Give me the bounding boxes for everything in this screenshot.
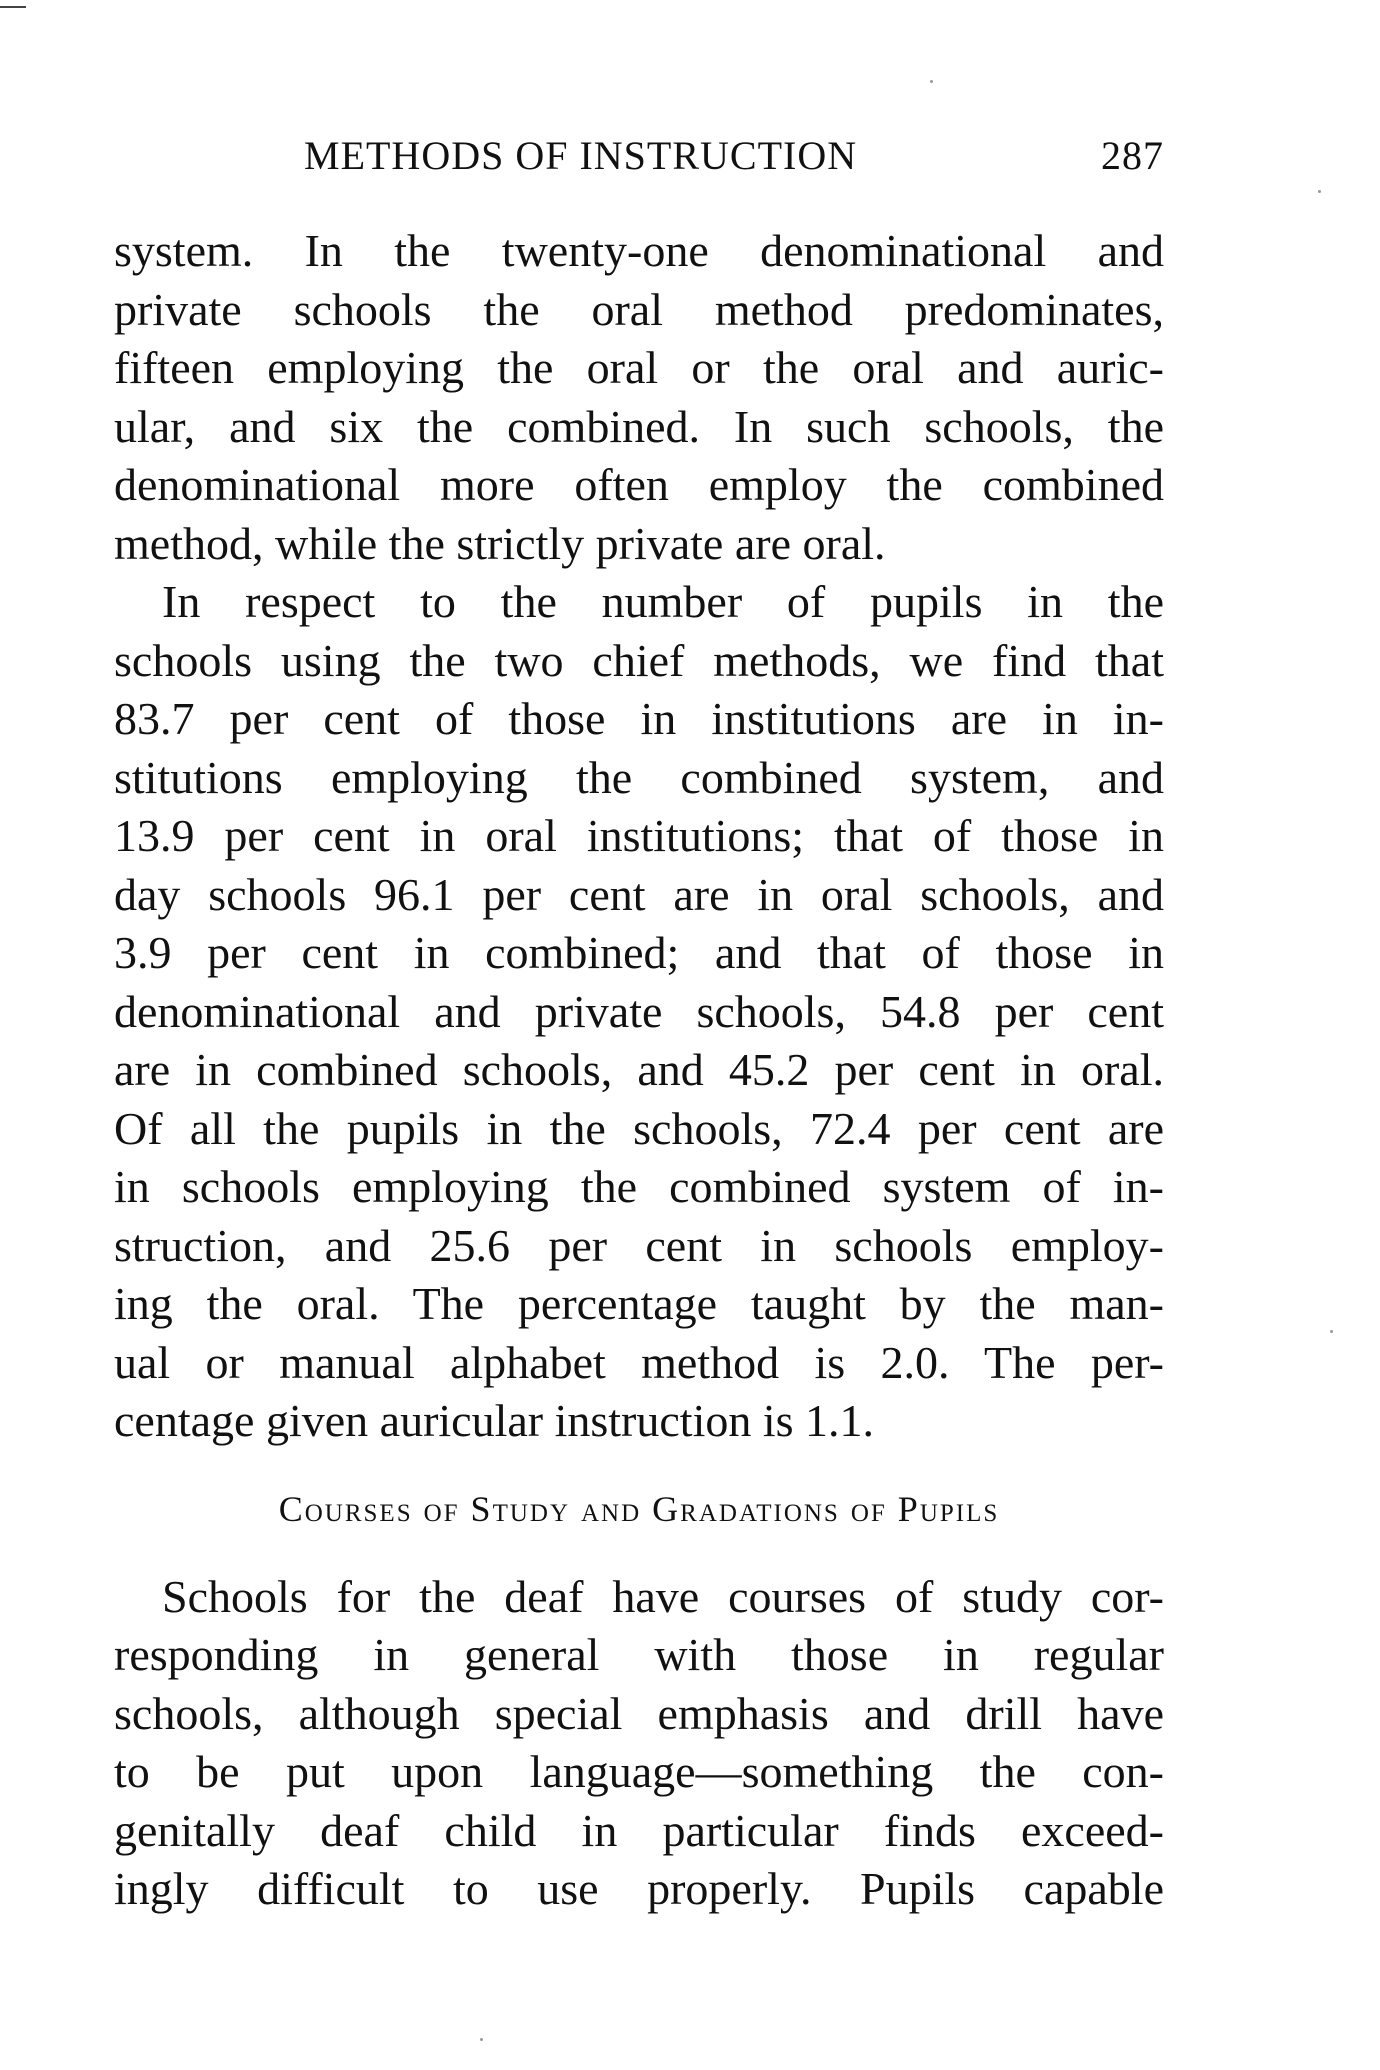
paper-speck [930,80,933,83]
paper-speck [1318,190,1321,193]
text-line: centage given auricular instruction is 1.1. [114,1395,875,1446]
text-line: In respect to the number of pupils in the [162,576,1164,627]
paper-speck [1330,1330,1333,1333]
text-line: ing the oral. The percentage taught by the man- [114,1278,1164,1329]
paragraph-3 [114,1568,1164,1919]
text-line: 83.7 per cent of those in institutions are in in- [114,693,1164,744]
text-line: 3.9 per cent in combined; and that of those in [114,927,1164,978]
paragraph-1 [114,222,1164,573]
text-line: Of all the pupils in the schools, 72.4 per cent are [114,1102,1164,1154]
text-line: struction, and 25.6 per cent in schools employ- [114,1219,1164,1271]
text-line: Schools for the deaf have courses of study cor- [162,1570,1164,1622]
text-line: ingly difficult to use properly. Pupils capable [114,1863,1164,1914]
text-line: in schools employing the combined system of in- [114,1161,1164,1212]
running-head [114,128,1164,188]
text-line: schools, although special emphasis and drill have [114,1687,1164,1739]
section-heading: Courses of Study and Gradations of Pupils [278,1488,1000,1529]
text-line: fifteen employing the oral or the oral and auric- [114,342,1164,393]
body-text [114,222,1164,1919]
text-line: ual or manual alphabet method is 2.0. The per- [114,1336,1164,1388]
text-line: private schools the oral method predominates, [114,283,1164,335]
paper-speck [480,2038,483,2041]
text-line: day schools 96.1 per cent are in oral schools, and [114,868,1164,920]
text-line: to be put upon language—something the con- [114,1746,1164,1797]
text-line: responding in general with those in regular [114,1629,1164,1680]
paragraph-2 [114,573,1164,1451]
page-number: 287 [1101,133,1164,178]
running-head-title: METHODS OF INSTRUCTION [304,133,858,178]
text-line: method, while the strictly private are oral. [114,517,886,569]
text-line: stitutions employing the combined system, and [114,751,1164,803]
text-line: system. In the twenty-one denominational and [114,225,1164,276]
text-line: genitally deaf child in particular finds exceed- [114,1804,1164,1856]
scan-corner-mark [0,6,26,8]
text-line: are in combined schools, and 45.2 per cent in oral. [114,1044,1164,1095]
text-line: denominational and private schools, 54.8 per cent [114,985,1164,1037]
text-line: schools using the two chief methods, we find that [114,634,1164,686]
text-line: denominational more often employ the combined [114,459,1164,510]
text-line: ular, and six the combined. In such schools, the [114,400,1164,452]
text-line: 13.9 per cent in oral institutions; that of those in [114,810,1164,861]
